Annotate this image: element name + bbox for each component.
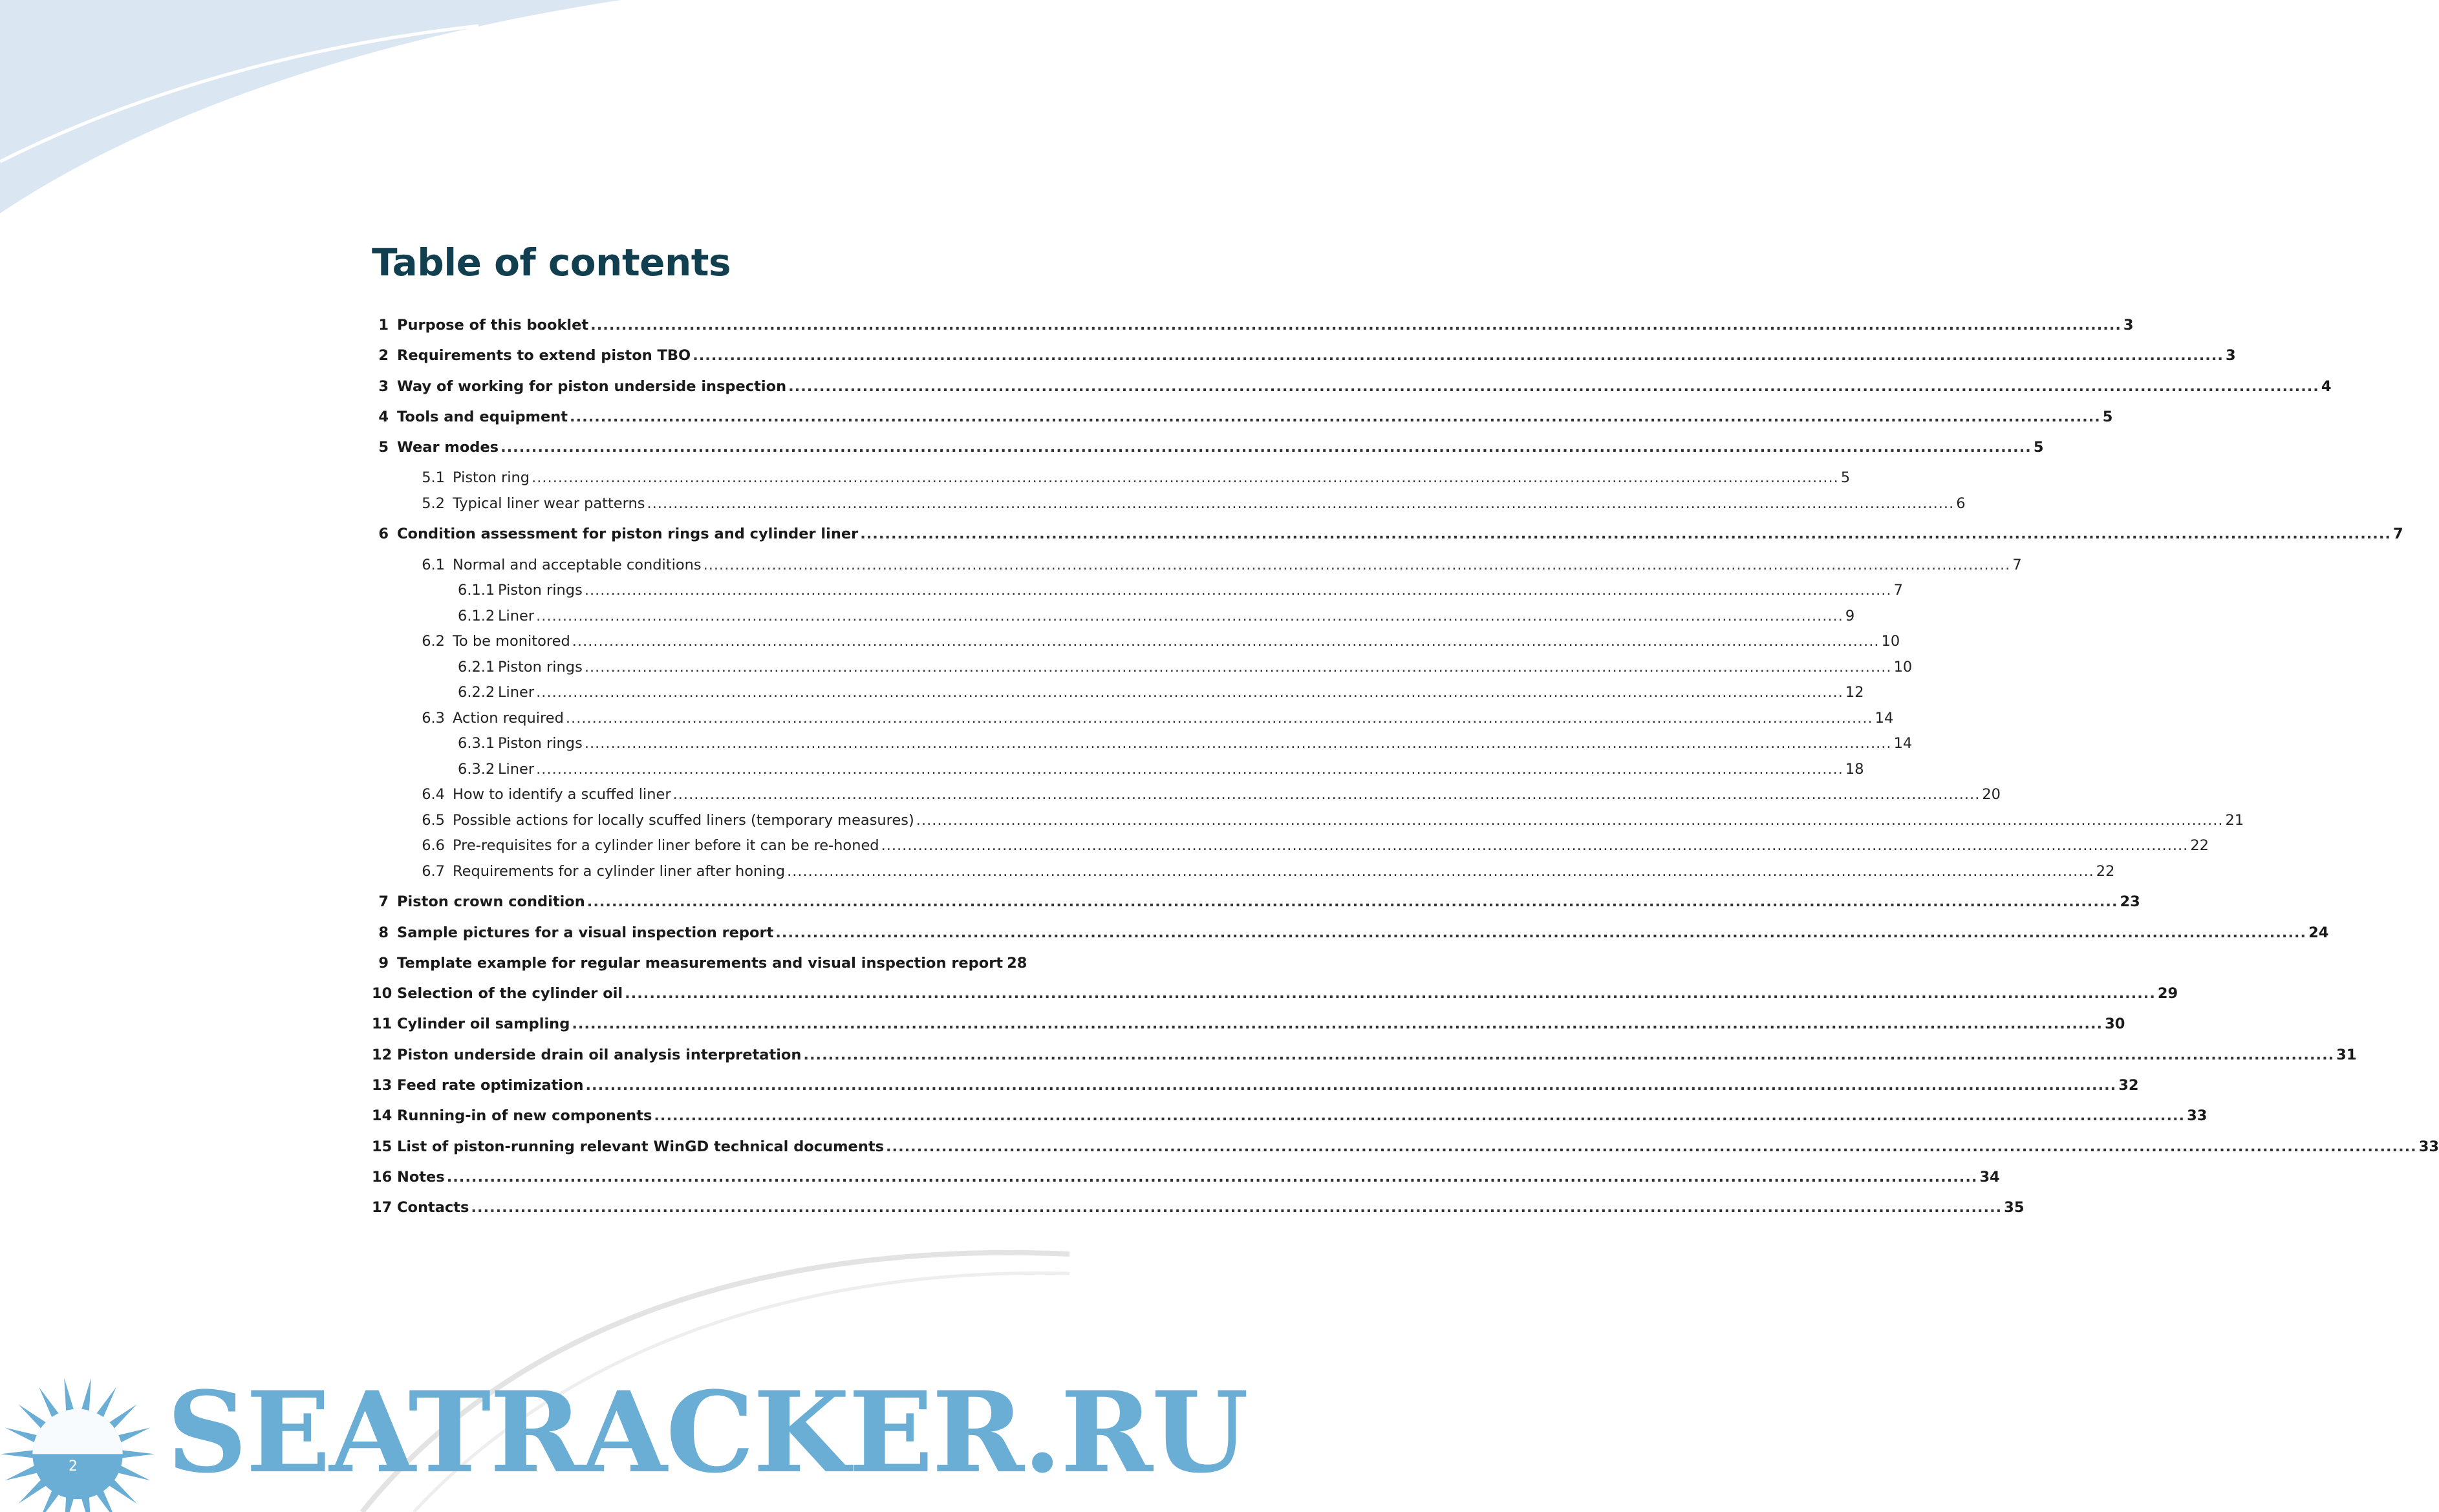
toc-entry-page: 22 [2096,862,2115,880]
toc-entry-page: 14 [1893,735,1913,752]
toc-entry-page: 12 [1845,684,1864,701]
toc-entry-page: 9 [1845,607,1855,624]
toc-entry-number: 6.5 [422,811,445,829]
toc-entry[interactable] [372,378,2332,409]
toc-entry[interactable] [372,924,2329,955]
toc-entry-number: 6.1.1 [458,582,495,599]
toc-entry-page: 3 [2123,317,2134,334]
toc-entry-page: 10 [1881,633,1900,650]
toc-leader-dots [585,659,1892,676]
toc-entry-number: 6 [378,526,389,543]
toc-entry-number: 12 [372,1046,392,1063]
toc-entry[interactable] [372,556,2022,582]
toc-entry-page: 35 [2004,1199,2025,1217]
toc-entry-page: 30 [2105,1016,2125,1033]
toc-entry-page: 14 [1875,709,1894,727]
toc-entry-number: 6.3 [422,709,445,727]
watermark-sun-icon [0,1351,162,1512]
toc-entry[interactable] [372,347,2236,378]
toc-entry-number: 17 [372,1199,392,1217]
toc-entry[interactable] [372,582,1903,608]
toc-entry[interactable] [372,495,1966,521]
toc-entry-label: Sample pictures for a visual inspection report [397,924,774,941]
toc-entry-number: 15 [372,1138,392,1155]
toc-leader-dots [787,863,2094,880]
toc-entry[interactable] [372,1046,2357,1077]
toc-entry-number: 6.2.1 [458,658,495,676]
toc-leader-dots [788,378,2319,395]
toc-leader-dots [536,761,1843,778]
toc-entry[interactable] [372,408,2113,439]
toc-entry-number: 14 [372,1107,392,1125]
toc-entry-label: Liner [498,607,535,624]
toc-entry-label: Piston rings [498,658,583,676]
toc-entry-page: 18 [1845,760,1864,778]
toc-entry-number: 13 [372,1077,392,1094]
toc-entry-page: 7 [1893,582,1903,599]
toc-entry-number: 16 [372,1168,392,1186]
toc-leader-dots [775,924,2306,941]
toc-entry-number: 6.2 [422,633,445,650]
toc-entry-page: 22 [2190,837,2209,855]
toc-leader-dots [585,582,1892,599]
toc-entry[interactable] [372,954,1027,985]
table-of-contents [372,317,2439,1230]
watermark-text: SEATRACKER.RU [167,1367,1247,1498]
toc-entry-number: 11 [372,1016,392,1033]
toc-leader-dots [673,786,1981,803]
toc-entry-label: Piston crown condition [397,893,585,911]
toc-entry-label: Tools and equipment [397,408,568,425]
toc-entry-page: 23 [2120,893,2140,911]
toc-entry-number: 8 [378,924,389,941]
toc-entry-label: Wear modes [397,439,499,456]
toc-entry-label: Selection of the cylinder oil [397,985,623,1003]
toc-entry-page: 5 [2102,408,2113,425]
toc-entry-label: Cylinder oil sampling [397,1016,570,1033]
toc-entry-number: 6.6 [422,837,445,855]
toc-entry-page: 4 [2321,378,2332,395]
toc-entry[interactable] [372,1077,2139,1107]
toc-entry[interactable] [372,633,1900,659]
toc-entry[interactable] [372,862,2115,889]
toc-entry-label: Feed rate optimization [397,1077,584,1094]
toc-leader-dots [704,557,2011,573]
toc-entry[interactable] [372,811,2244,838]
toc-entry-page: 3 [2225,347,2236,365]
toc-entry-number: 5 [378,439,389,456]
toc-entry-label: Notes [397,1168,445,1186]
toc-leader-dots [587,893,2118,910]
toc-leader-dots [532,469,1839,486]
toc-entry-label: List of piston-running relevant WinGD technical documents [397,1138,884,1155]
toc-entry[interactable] [372,893,2140,924]
toc-entry[interactable] [372,317,2134,347]
toc-entry-page: 5 [1840,469,1851,487]
toc-entry[interactable] [372,1168,2000,1199]
toc-leader-dots [536,608,1843,624]
toc-entry-page: 28 [1007,954,1027,972]
toc-entry-page: 29 [2157,985,2178,1003]
toc-entry-label: Contacts [397,1199,469,1217]
toc-entry-label: Piston ring [453,469,530,487]
toc-entry-number: 6.4 [422,786,445,804]
toc-entry[interactable] [372,1016,2125,1046]
page-number: 2 [69,1458,78,1475]
toc-entry-page: 6 [1956,495,1966,512]
toc-leader-dots [536,684,1843,701]
toc-entry[interactable] [372,1199,2025,1230]
toc-entry-number: 1 [378,317,389,334]
toc-entry-label: Purpose of this booklet [397,317,589,334]
toc-leader-dots [566,710,1873,727]
toc-leader-dots [572,1016,2103,1032]
toc-entry-page: 21 [2225,811,2244,829]
toc-entry-number: 5.1 [422,469,445,487]
toc-entry-number: 2 [378,347,389,365]
toc-leader-dots [590,317,2122,334]
toc-entry[interactable] [372,786,2001,812]
toc-entry-label: Piston rings [498,735,583,752]
toc-entry[interactable] [372,658,1913,685]
toc-entry-label: Liner [498,760,535,778]
toc-entry-label: Pre-requisites for a cylinder liner before it can be re-honed [453,837,879,855]
toc-entry-number: 6.1 [422,556,445,573]
toc-leader-dots [500,439,2032,456]
toc-entry-number: 7 [378,893,389,911]
toc-entry-page: 10 [1893,658,1913,676]
page-title: Table of contents [372,240,731,284]
toc-entry-label: Piston underside drain oil analysis interpretation [397,1046,802,1063]
toc-entry[interactable] [372,469,1851,495]
toc-entry-page: 7 [2392,526,2403,543]
toc-entry[interactable] [372,607,1855,634]
toc-entry-label: Way of working for piston underside inspection [397,378,787,395]
toc-entry-page: 20 [1982,786,2001,804]
toc-entry[interactable] [372,439,2044,469]
toc-leader-dots [647,495,1955,512]
toc-entry-number: 9 [378,954,389,972]
toc-leader-dots [881,837,2189,854]
toc-leader-dots [572,633,1880,650]
toc-entry-number: 6.2.2 [458,684,495,701]
toc-entry-page: 33 [2418,1138,2439,1155]
toc-leader-dots [570,409,2101,425]
toc-leader-dots [585,735,1892,752]
toc-entry[interactable] [372,760,1864,787]
toc-entry[interactable] [372,709,1894,736]
toc-entry-page: 33 [2187,1107,2208,1125]
top-wave-decoration [0,0,1069,220]
toc-entry-label: Running-in of new components [397,1107,652,1125]
toc-entry-number: 10 [372,985,392,1003]
toc-entry-number: 5.2 [422,495,445,512]
toc-entry-label: Template example for regular measurements and visual inspection report [397,954,1004,972]
toc-entry-page: 34 [1979,1168,2000,1186]
toc-entry-number: 6.3.2 [458,760,495,778]
toc-leader-dots [860,526,2391,542]
toc-entry-number: 4 [378,408,389,425]
toc-entry-page: 31 [2336,1046,2357,1063]
toc-entry-number: 6.7 [422,862,445,880]
toc-entry-page: 32 [2118,1077,2139,1094]
toc-entry[interactable] [372,735,1913,761]
toc-entry[interactable] [372,985,2178,1016]
toc-entry-label: Typical liner wear patterns [453,495,645,512]
toc-entry-label: Requirements for a cylinder liner after honing [453,862,786,880]
toc-entry-label: Action required [453,709,564,727]
toc-entry-page: 5 [2033,439,2044,456]
toc-entry-label: To be monitored [453,633,570,650]
toc-entry[interactable] [372,684,1864,710]
toc-entry-label: Normal and acceptable conditions [453,556,702,573]
toc-leader-dots [585,1077,2116,1094]
toc-entry-number: 6.3.1 [458,735,495,752]
toc-leader-dots [471,1199,2002,1216]
toc-leader-dots [693,347,2224,364]
toc-leader-dots [625,985,2156,1002]
toc-leader-dots [654,1107,2185,1124]
toc-entry[interactable] [372,837,2209,863]
toc-leader-dots [916,812,2224,829]
toc-entry[interactable] [372,526,2403,556]
toc-entry-number: 3 [378,378,389,395]
toc-entry-label: Liner [498,684,535,701]
toc-leader-dots [447,1169,1978,1186]
toc-entry-label: Piston rings [498,582,583,599]
toc-entry-label: Possible actions for locally scuffed liners (temporary measures) [453,811,914,829]
toc-leader-dots [803,1047,2334,1063]
toc-entry-label: How to identify a scuffed liner [453,786,671,804]
toc-entry-page: 24 [2308,924,2329,941]
toc-entry[interactable] [372,1138,2439,1169]
toc-entry-page: 7 [2012,556,2022,573]
toc-entry-label: Requirements to extend piston TBO [397,347,691,365]
toc-entry-number: 6.1.2 [458,607,495,624]
toc-leader-dots [886,1138,2417,1155]
toc-entry-label: Condition assessment for piston rings and cylinder liner [397,526,859,543]
toc-entry[interactable] [372,1107,2208,1138]
